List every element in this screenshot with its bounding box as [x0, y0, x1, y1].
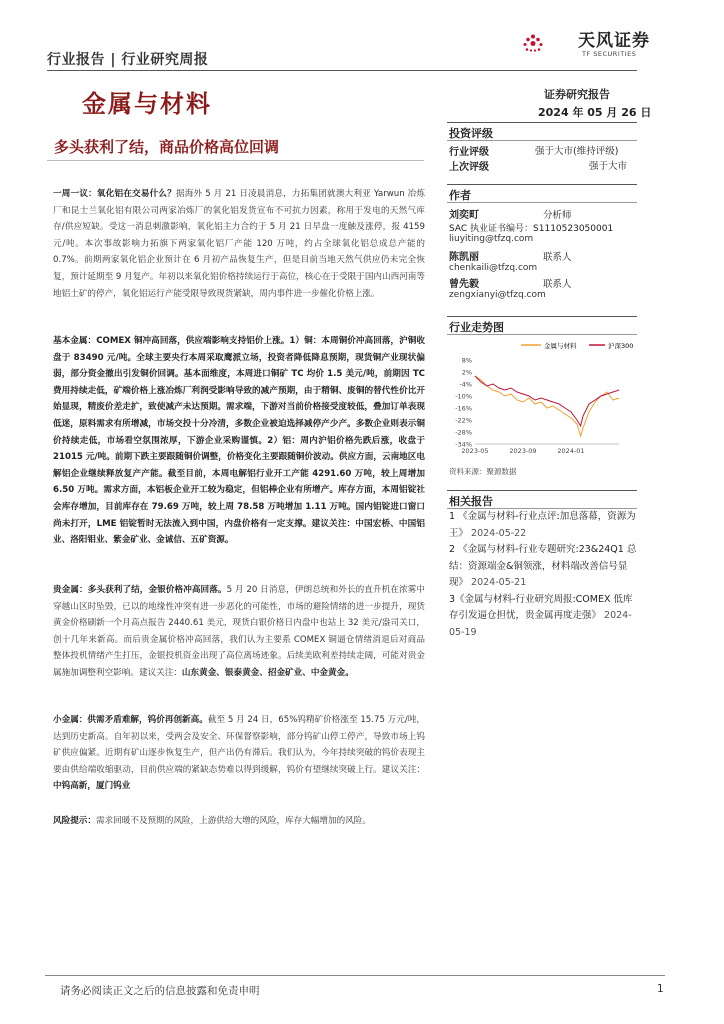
author-email[interactable]: chenkaili@tfzq.com [449, 263, 538, 273]
chart-legend [521, 341, 633, 350]
related-item[interactable]: 3《金属与材料-行业研究周报:COMEX 低库存引发逼仓担忧，贵金属再度走强》 2024-05-19 [449, 593, 633, 638]
paragraph-base-metals: 基本金属：COMEX 铜冲高回落，供应端影响支持铝价上涨。1）铜：本周铜价冲高回落，沪铜收盘于 83490 元/吨。全球主要央行本周采取鹰派立场，投资者降低降息预期，现货铜产业现状偏弱，部分资金撤出引发铜价回调。基本面维度，本周进口铜矿 TC 均价 1.5 美元/吨，前期因 TC 费用持续走低，矿端价格上涨冶炼厂利润受影响导致的减产预期，由于精铜、废铜的替代性价比开始显现，精废价差走扩，致使减产未达预期。需求端，下游对当前价格接受度较低，叠加订单表现低迷，原料需求有所增减，市场交投十分冷清，多数企业被迫选择减停产少产。多数企业则表示铜价持续走低，市场看空氛围浓厚，下游企业采购谨慎。2）铝：周内沪铝价格先跌后涨，收盘于 21015 元/吨。前期下跌主要跟随铜价调整，价格变化主要跟随铜价波动。供应方面，云南地区电解铝企业继续释放复产产能。截至目前，本周电解铝行业开工产能 4291.60 万吨，较上周增加 6.50 万吨。需求方面，本铝板企业开工较为稳定，但铝棒企业有所增产。库存方面，本周铝锭社会库存增加，目前库存在 79.69 万吨，较上周 78.58 万吨增加 1.11 万吨。国内铝锭进口窗口尚未打开，LME 铝锭暂时无法流入到中国，内盘价格有一定支撑。建议关注：中国宏桥、中国铝业、洛阳钼业、紫金矿业、金诚信、五矿资源。 [53, 336, 425, 546]
series-line-metals [475, 376, 619, 436]
logo-icon [518, 20, 578, 66]
x-tick-label: 2023-05 [461, 447, 489, 455]
rating-subdivider [447, 140, 637, 141]
y-tick-label: -28% [455, 428, 472, 437]
chart-divider [447, 316, 637, 317]
paragraph-weekly-topic: 一周一议：氧化铝在交易什么？据海外 5 月 21 日凌晨消息，力拓集团就澳大利亚 Yarwun 冶炼厂和昆士兰氧化铝有限公司两家冶炼厂的氧化铝发货宣布不可抗力因素，称用于发电的天然气库存/供应短缺。受这一消息刺激影响，氧化铝主力合约于 5 月 21 日早盘一度触及涨停，报 4159 元/吨。本次事故影响力拓旗下两家氧化铝厂产能 120 万吨，约占全球氧化铝总成总产能的 0.7%。前期两家氧化铝企业预计在 6 月初产品恢复生产，但是目前当地天然气供应仍未完全恢复，预计延期至 9 月复产。年初以来氧化铝价格持续运行于高位，核心在于受限于国内山西河南等地铝土矿的停产，氧化铝运行产能受限导致现货紧缺，周内事件进一步催化价格上涨。 [53, 189, 425, 299]
base-metals-highlight: COMEX 铜冲高回落，供应端影响支持铝价上涨。1）铜：本周铜价冲高回落，沪铜收盘于 83490 元/吨。全球主要央行本周采取鹰派立场，投资者降低降息预期，现货铜产业现状偏弱，部分资金撤出引发铜价回调。基本面维度，本周进口铜矿 TC 均价 1.5 美元/吨，前期因 TC 费用持续走低，矿端价格上涨冶炼厂利润受影响导致的减产预期，由于精铜、废铜的替代性价比开始显现，精废价差走扩，致使减产未达预期。需求端，下游对当前价格接受度较低，叠加订单表现低迷，原料需求有所增减，市场交投十分冷清，多数企业被迫选择减停产少产。多数企业则表示铜价持续走低，市场看空氛围浓厚，下游企业采购谨慎。2）铝：周内沪铝价格先跌后涨，收盘于 21015 元/吨。前期下跌主要跟随铜价调整，价格变化主要跟随铜价波动。供应方面，云南地区电解铝企业继续释放复产产能。截至目前，本周电解铝行业开工产能 4291.60 万吨，较上周增加 6.50 万吨。需求方面，本铝板企业开工较为稳定，但铝棒企业有所增产。库存方面，本周铝锭社会库存增加，目前库存在 79.69 万吨，较上周 78.58 万吨增加 1.11 万吨。国内铝锭进口窗口尚未打开，LME 铝锭暂时无法流入到中国，内盘价格有一定支撑。建议关注： [53, 336, 425, 529]
x-tick-label: 2024-01 [557, 447, 585, 455]
x-tick-label: 2023-09 [509, 447, 537, 455]
trend-chart [449, 340, 639, 460]
report-type: 证券研究报告 [544, 88, 610, 101]
author-role: 联系人 [543, 279, 572, 290]
paragraph-precious-metals: 贵金属：多头获利了结，金银价格冲高回落。5 月 20 日消息，伊朗总统和外长的直升机在浓雾中穿越山区时坠毁，已以的地缘性冲突有进一步恶化的可能性，市场的避险情绪的进一步提升，现货黄金价格刷新一个月高点报告 2440.61 美元，现货白银价格日内盘中也站上 32 美元/盎司关口，创十几年来新高。而后贵金属价格冲高回落，我们认为主要系 COMEX 铜逼仓情绪消退后对商品整体投机情绪产生打压，金银投机资金出现了高位离场迹象。后续美欧利差持续走阔，可能对贵金属施加调整利空影响。建议关注：山东黄金、银泰黄金、招金矿业、中金黄金。 [53, 585, 425, 678]
series-group [475, 376, 619, 436]
related-item[interactable]: 2 《金属与材料-行业专题研究:23&24Q1 总结：资源端金&铜领涨，材料端改善信号显现》 2024-05-21 [449, 544, 637, 588]
author-name: 陈凯丽 [449, 252, 479, 263]
industry-rating-value: 强于大市(维持评级) [535, 146, 619, 157]
y-tick-label: -16% [455, 404, 472, 413]
author-name: 刘奕町 [449, 210, 479, 221]
authors-subdivider [447, 202, 637, 203]
authors-heading: 作者 [449, 189, 471, 202]
y-tick-label: 2% [461, 368, 472, 377]
author-email[interactable]: zengxianyi@tfzq.com [449, 290, 546, 300]
author-email[interactable]: liuyiting@tfzq.com [449, 234, 534, 244]
series-line-hs300 [475, 376, 619, 426]
author-name: 曾先毅 [449, 279, 479, 290]
chart-subdivider [447, 334, 637, 335]
report-category: 行业报告 | 行业研究周报 [47, 52, 209, 68]
subtitle-divider [47, 160, 424, 161]
report-date: 2024 年 05 月 26 日 [538, 106, 652, 119]
rating-divider [447, 122, 637, 123]
related-divider [447, 490, 637, 491]
related-item[interactable]: 1 《金属与材料-行业点评:加息落幕，资源为王》 2024-05-22 [449, 511, 636, 539]
related-heading: 相关报告 [449, 495, 493, 508]
logo-english: TF SECURITIES [582, 50, 637, 58]
previous-rating-label: 上次评级 [449, 162, 489, 173]
y-tick-label: -10% [455, 392, 472, 401]
legend-index-label: 沪深300 [608, 342, 634, 350]
y-tick-label: -34% [455, 440, 472, 449]
previous-rating-value: 强于大市 [589, 161, 628, 172]
author-cert: SAC 执业证书编号：S1110523050001 [449, 224, 614, 234]
x-axis [461, 447, 584, 455]
industry-rating-label: 行业评级 [449, 147, 489, 158]
chart-source: 资料来源：聚源数据 [449, 467, 517, 476]
y-tick-label: -4% [459, 380, 472, 389]
footer-divider [45, 975, 665, 976]
chart-heading: 行业走势图 [449, 321, 504, 334]
paragraph-minor-metals: 小金属：供需矛盾难解，钨价再创新高。截至 5 月 24 日，65%钨精矿价格涨至 15.75 万元/吨，达到历史新高。自年初以来，受两会及安全、环保督察影响，部分钨矿山停工停产，导致市场上钨矿供应偏紧。近期有矿山逐步恢复生产，但产出仍有滞后。我们认为，今年持续突破的钨价表现主要由供给端收缩驱动，目前供应端的紧缺态势难以得到缓解，钨价有望继续突破上行。建议关注：中钨高新，厦门钨业 [53, 715, 425, 792]
logo-name: 天风证券 [578, 31, 650, 51]
page-title: 金属与材料 [82, 90, 212, 118]
author-role: 分析师 [543, 210, 572, 221]
authors-divider [447, 184, 637, 185]
footer-disclaimer: 请务必阅读正文之后的信息披露和免责申明 [60, 985, 260, 997]
author-role: 联系人 [543, 252, 572, 263]
rating-heading: 投资评级 [449, 127, 493, 140]
legend-industry-label: 金属与材料 [544, 342, 577, 350]
page-number: 1 [657, 983, 664, 995]
header-divider [47, 70, 637, 71]
report-subtitle: 多头获利了结，商品价格高位回调 [54, 138, 280, 156]
y-tick-label: -22% [455, 416, 472, 425]
paragraph-risk: 风险提示：需求回暖不及预期的风险，上游供给大增的风险，库存大幅增加的风险。 [53, 816, 371, 826]
related-list [449, 509, 639, 641]
y-tick-label: 8% [461, 356, 472, 365]
